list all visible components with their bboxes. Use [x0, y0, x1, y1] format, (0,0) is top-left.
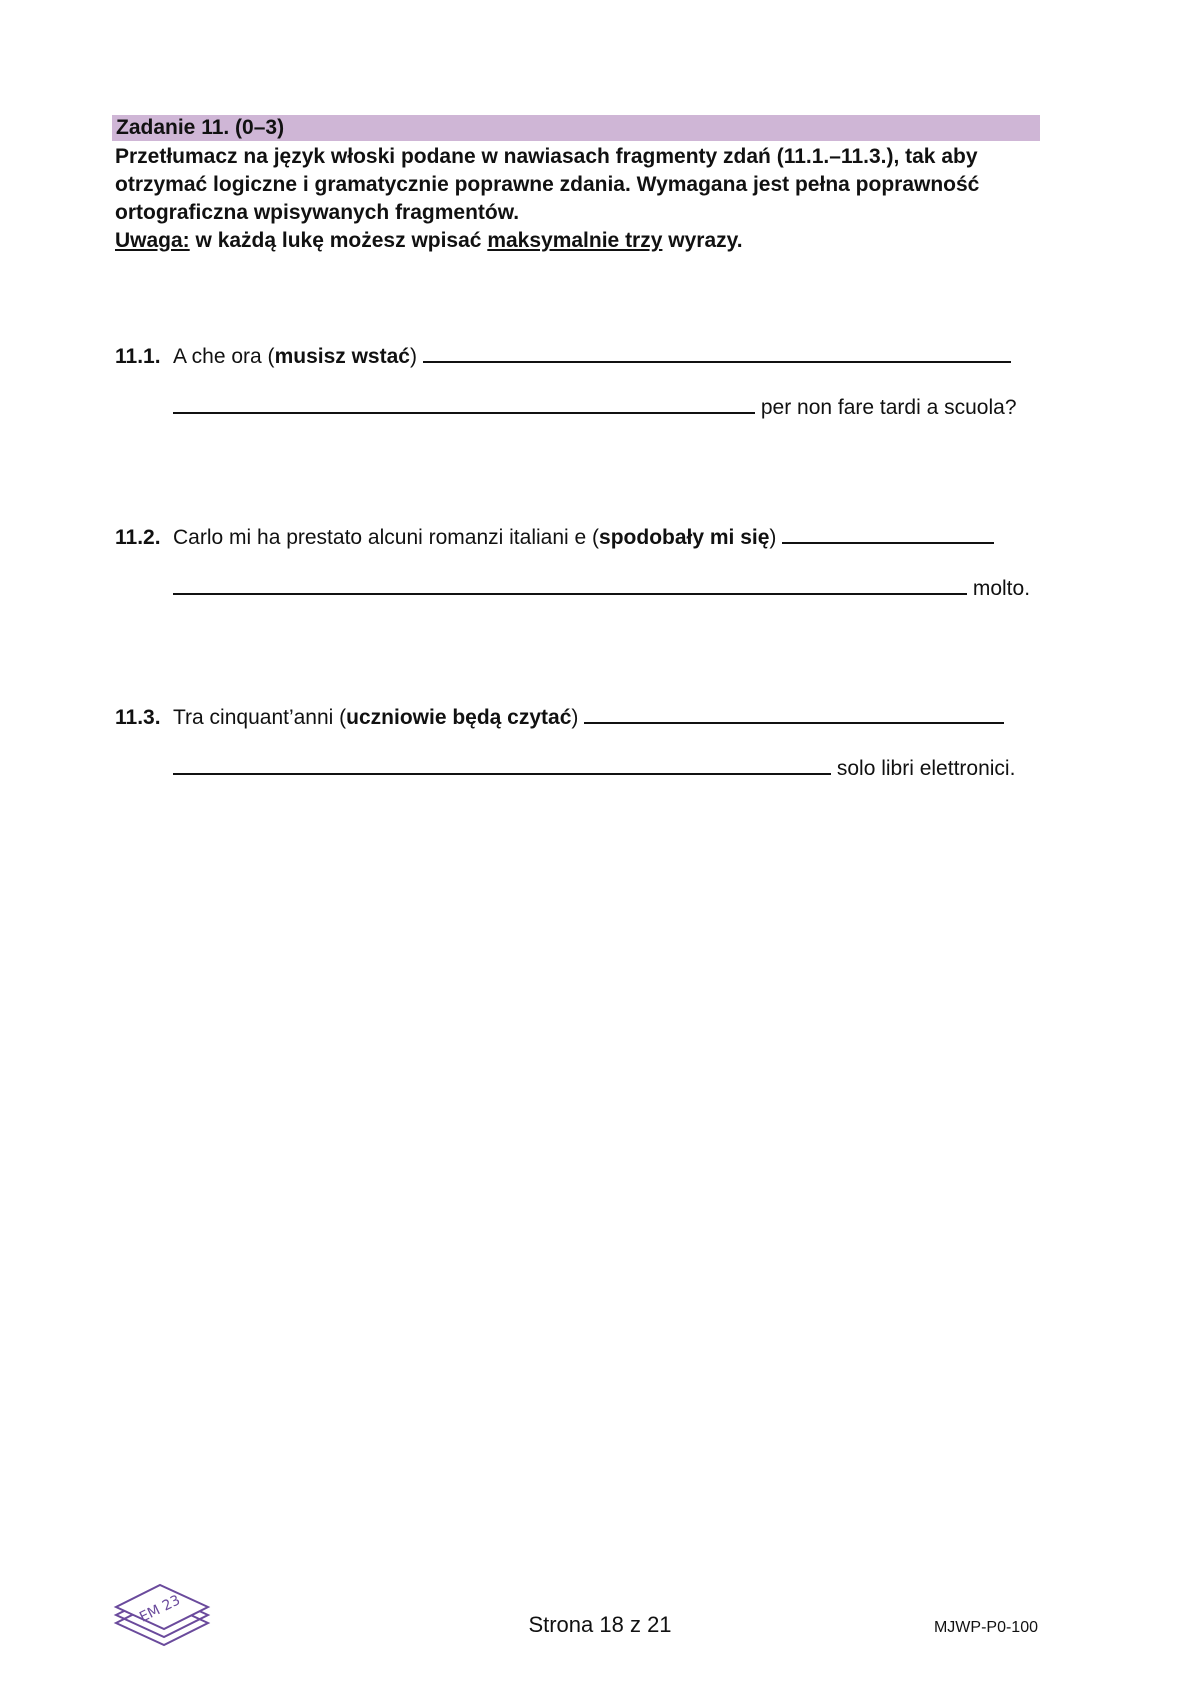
- answer-blank-11-3a[interactable]: [584, 700, 1004, 724]
- item-number: 11.1.: [115, 345, 161, 368]
- item-prompt: spodobały mi się: [599, 526, 770, 549]
- task-instructions: [115, 143, 1045, 255]
- item-suffix: ): [571, 706, 579, 729]
- note-text-1: w każdą lukę możesz wpisać: [189, 229, 488, 252]
- answer-blank-11-2b[interactable]: [173, 571, 967, 595]
- item-prompt: musisz wstać: [274, 345, 410, 368]
- item-11-2-line-2: [173, 571, 1030, 603]
- note-emphasis: maksymalnie trzy: [487, 229, 663, 252]
- item-11-1-line-1: [115, 339, 1011, 371]
- task-header: Zadanie 11. (0–3): [112, 115, 1040, 141]
- page-number: Strona 18 z 21: [528, 1612, 672, 1637]
- instruction-line-1: Przetłumacz na język włoski podane w nawiasach fragmenty zdań (11.1.–11.3.), tak aby: [115, 145, 978, 168]
- document-code: MJWP-P0-100: [933, 1619, 1038, 1636]
- item-number: 11.3.: [115, 706, 161, 729]
- note-line: [115, 227, 1045, 255]
- answer-blank-11-2a[interactable]: [782, 520, 994, 544]
- instruction-line-2: otrzymać logiczne i gramatycznie poprawne zdania. Wymagana jest pełna poprawność: [115, 173, 980, 196]
- note-label: Uwaga:: [115, 229, 190, 252]
- item-11-2-line-1: [115, 520, 994, 552]
- item-ending: solo libri elettronici.: [836, 757, 1016, 780]
- item-prompt: uczniowie będą czytać: [346, 706, 572, 729]
- item-prefix: A che ora (: [173, 345, 275, 368]
- item-prefix: Carlo mi ha prestato alcuni romanzi italiani e (: [173, 526, 600, 549]
- item-ending: molto.: [972, 577, 1031, 600]
- item-ending: per non fare tardi a scuola?: [760, 396, 1017, 419]
- instruction-line-3: ortograficzna wpisywanych fragmentów.: [115, 201, 520, 224]
- answer-blank-11-1b[interactable]: [173, 390, 755, 414]
- item-suffix: ): [409, 345, 417, 368]
- item-suffix: ): [769, 526, 777, 549]
- item-11-3-line-2: [173, 751, 1015, 783]
- answer-blank-11-1a[interactable]: [423, 339, 1011, 363]
- logo-text: EM 23: [137, 1592, 183, 1626]
- item-11-3-line-1: [115, 700, 1004, 732]
- item-11-1-line-2: [173, 390, 1017, 422]
- item-number: 11.2.: [115, 526, 161, 549]
- item-prefix: Tra cinquant’anni (: [173, 706, 347, 729]
- answer-blank-11-3b[interactable]: [173, 751, 831, 775]
- note-text-2: wyrazy.: [662, 229, 743, 252]
